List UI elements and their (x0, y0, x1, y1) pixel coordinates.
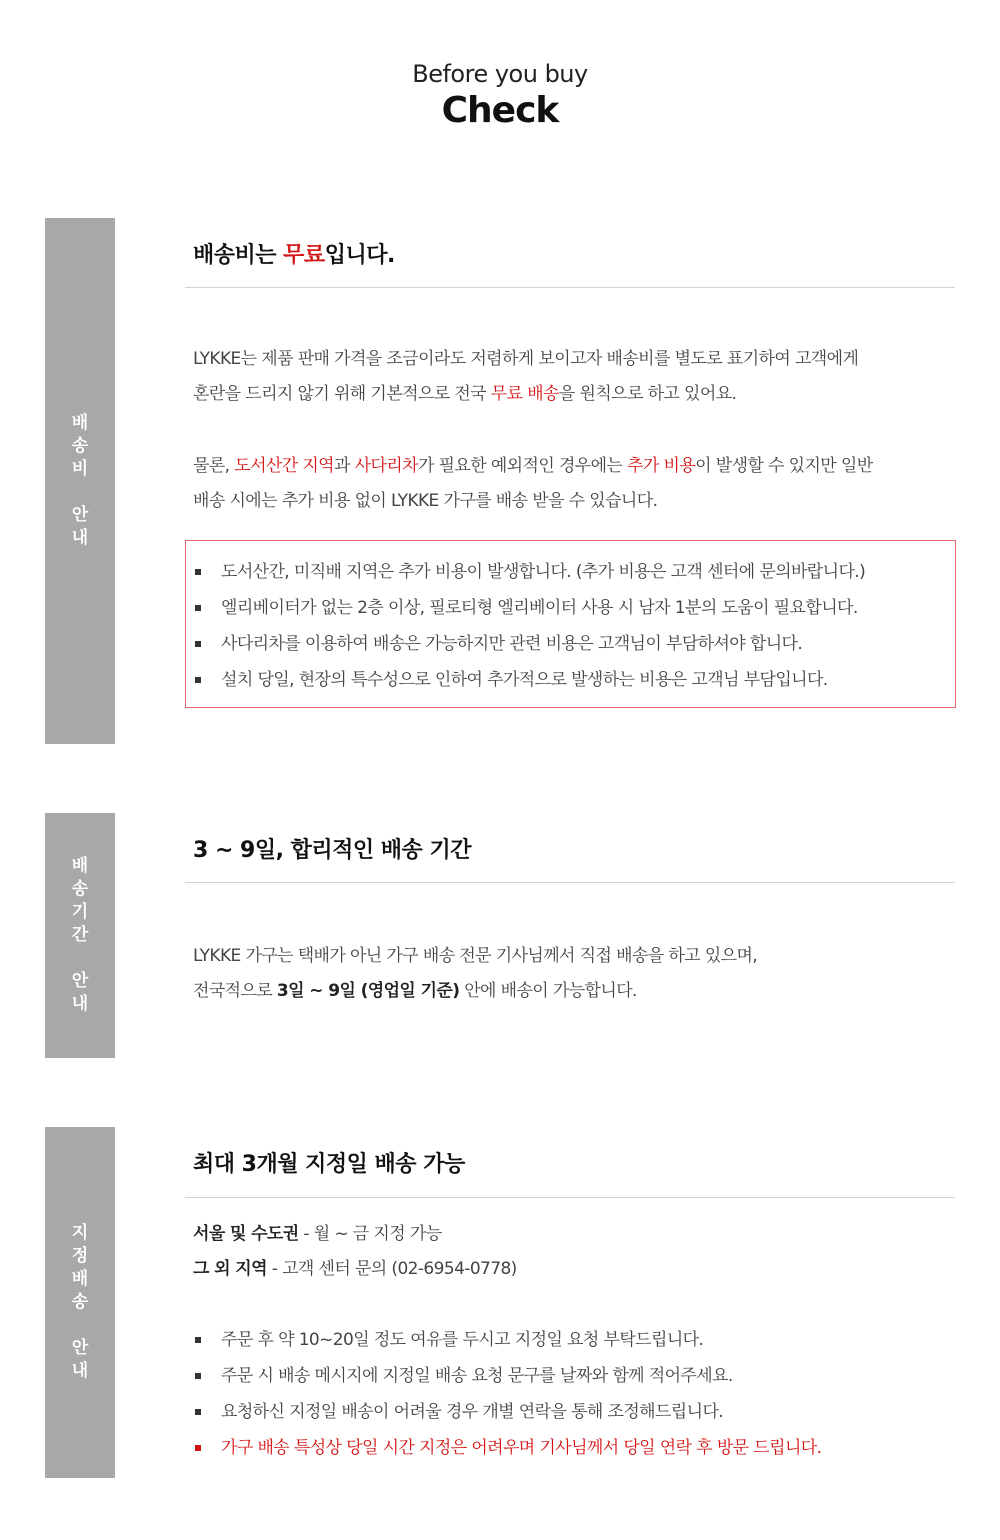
side-label-box (45, 1127, 115, 1478)
section-title: 최대 3개월 지정일 배송 가능 (193, 1152, 465, 1177)
bullet-icon (195, 1445, 201, 1451)
delivery-period-section (0, 813, 1000, 1058)
notice-list (193, 554, 865, 698)
exception-text: 과 (334, 456, 355, 476)
schedule-text: 주문 후 약 10~20일 정도 여유를 두시고 지정일 요청 부탁드립니다. (221, 1330, 704, 1350)
region-detail: - 월 ~ 금 지정 가능 (298, 1224, 442, 1244)
period-line-1: LYKKE 가구는 택배가 아닌 가구 배송 전문 기사님께서 직접 배송을 하고 있으며, (193, 946, 758, 966)
shipping-fee-section (0, 218, 1000, 744)
intro-highlight: 무료 배송 (490, 384, 559, 404)
schedule-item (193, 1358, 821, 1394)
intro-text-end: 을 원칙으로 하고 있어요. (558, 384, 737, 404)
region-info (193, 1217, 953, 1287)
schedule-warning-text: 가구 배송 특성상 당일 시간 지정은 어려우며 기사님께서 당일 연락 후 방문 드립니다. (221, 1438, 822, 1458)
side-label-box (45, 218, 115, 744)
schedule-text: 요청하신 지정일 배송이 어려울 경우 개별 연락을 통해 조정해드립니다. (221, 1402, 724, 1422)
header-subtitle: Before you buy (412, 60, 588, 88)
region-name: 그 외 지역 (193, 1259, 267, 1279)
section-title (193, 238, 395, 269)
intro-line-1: LYKKE는 제품 판매 가격을 조금이라도 저렴하게 보이고자 배송비를 별도로 표기하여 고객에게 (193, 349, 859, 369)
exception-text: 가 필요한 예외적인 경우에는 (417, 456, 628, 476)
period-paragraph (193, 939, 953, 1009)
notice-text: 사다리차를 이용하여 배송은 가능하지만 관련 비용은 고객님이 부담하셔야 합니다. (221, 634, 803, 654)
region-row-seoul (193, 1217, 953, 1252)
bullet-icon (195, 677, 201, 683)
exception-text: 이 발생할 수 있지만 일반 (695, 456, 873, 476)
period-text: 전국적으로 (193, 981, 277, 1001)
schedule-item-warning (193, 1430, 821, 1466)
section-title: 3 ~ 9일, 합리적인 배송 기간 (193, 838, 471, 863)
notice-text: 설치 당일, 현장의 특수성으로 인하여 추가적으로 발생하는 비용은 고객님 부담입니다. (221, 670, 828, 690)
notice-item (193, 554, 865, 590)
bullet-icon (195, 1373, 201, 1379)
exception-highlight: 사다리차 (354, 456, 418, 476)
bullet-icon (195, 1409, 201, 1415)
intro-line-2 (193, 377, 953, 412)
period-line-2 (193, 974, 953, 1009)
notice-text: 엘리베이터가 없는 2층 이상, 필로티형 엘리베이터 사용 시 남자 1분의 도움이 필요합니다. (221, 598, 858, 618)
side-label-box (45, 813, 115, 1058)
bullet-icon (195, 569, 201, 575)
side-label: 배 송 비 안 내 (71, 413, 89, 548)
notice-item (193, 662, 865, 698)
exception-text: 물론, (193, 456, 235, 476)
schedule-item (193, 1322, 821, 1358)
intro-text: 혼란을 드리지 않기 위해 기본적으로 전국 (193, 384, 491, 404)
section-divider (185, 287, 955, 288)
region-row-other (193, 1252, 953, 1287)
title-text-end: 입니다. (324, 243, 395, 268)
side-label: 배 송 기 간 안 내 (71, 856, 89, 1014)
notice-item (193, 626, 865, 662)
exception-line-2: 배송 시에는 추가 비용 없이 LYKKE 가구를 배송 받을 수 있습니다. (193, 491, 658, 511)
region-name: 서울 및 수도권 (193, 1224, 299, 1244)
title-highlight: 무료 (283, 243, 325, 268)
section-divider (185, 1197, 955, 1198)
region-detail: - 고객 센터 문의 (02-6954-0778) (266, 1259, 517, 1279)
exception-highlight: 추가 비용 (627, 456, 696, 476)
notice-item (193, 590, 865, 626)
section-divider (185, 882, 955, 883)
page-header (0, 58, 1000, 132)
exception-highlight: 도서산간 지역 (234, 456, 335, 476)
bullet-icon (195, 605, 201, 611)
bullet-icon (195, 641, 201, 647)
title-text: 배송비는 (193, 243, 284, 268)
exception-line-1 (193, 449, 953, 484)
schedule-text: 주문 시 배송 메시지에 지정일 배송 요청 문구를 날짜와 함께 적어주세요. (221, 1366, 733, 1386)
period-highlight: 3일 ~ 9일 (영업일 기준) (276, 981, 460, 1001)
schedule-list (193, 1322, 821, 1466)
scheduled-delivery-section (0, 1127, 1000, 1478)
period-text-end: 안에 배송이 가능합니다. (459, 981, 637, 1001)
bullet-icon (195, 1337, 201, 1343)
intro-paragraph (193, 342, 953, 412)
notice-text: 도서산간, 미직배 지역은 추가 비용이 발생합니다. (추가 비용은 고객 센터에 문의바랍니다.) (221, 562, 866, 582)
header-title: Check (441, 90, 559, 131)
schedule-item (193, 1394, 821, 1430)
exception-paragraph (193, 449, 953, 519)
side-label: 지 정 배 송 안 내 (71, 1223, 89, 1381)
